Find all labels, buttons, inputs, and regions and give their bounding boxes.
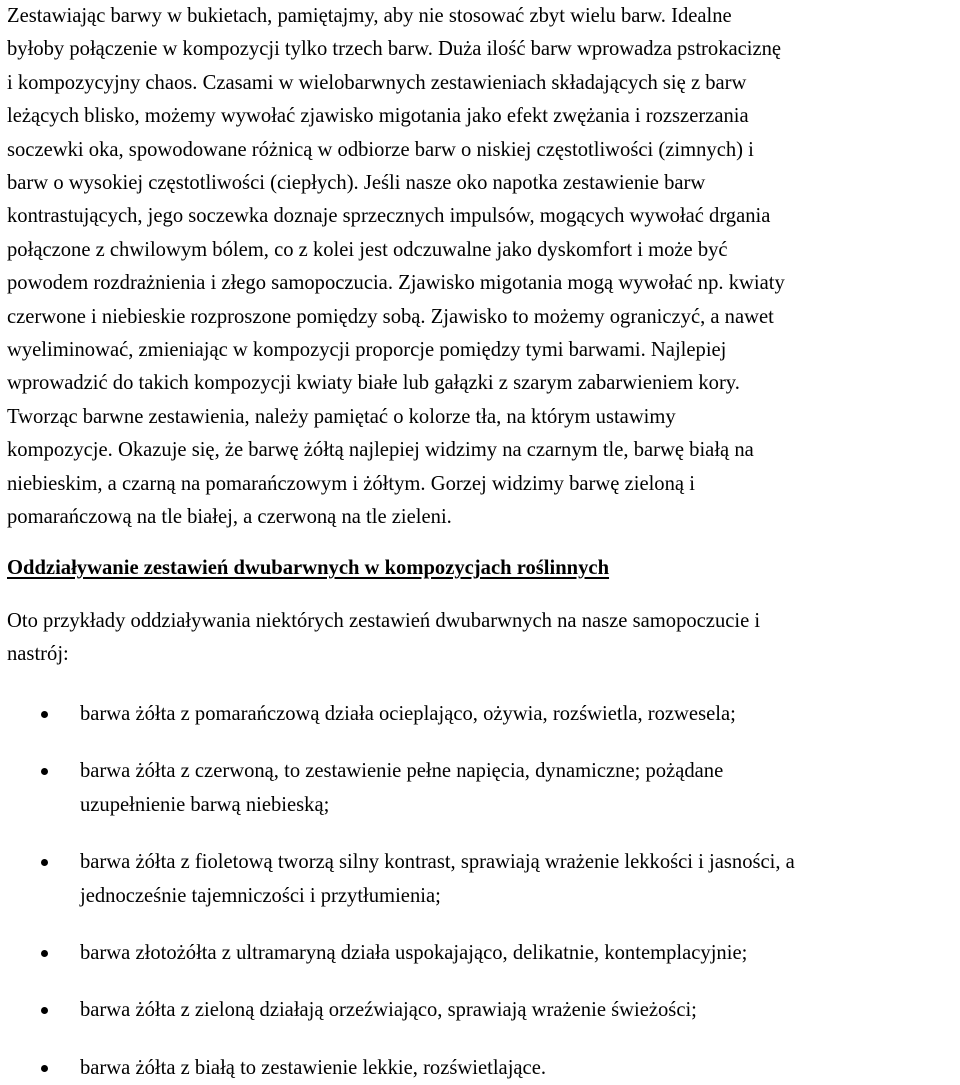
list-item-line: barwa żółta z pomarańczową działa ocieplająco, ożywia, rozświetla, rozwesela;	[80, 703, 736, 725]
list-item-line: barwa żółta z białą to zestawienie lekkie, rozświetlające.	[80, 1056, 546, 1079]
list-item	[7, 755, 957, 822]
body-line-4: leżących blisko, możemy wywołać zjawisko migotania jako efekt zwężania i rozszerzania	[7, 105, 749, 128]
body-line-15: niebieskim, a czarną na pomarańczowym i żółtym. Gorzej widzimy barwę zieloną i	[7, 472, 695, 495]
body-line-11: wyeliminować, zmieniając w kompozycji proporcje pomiędzy tymi barwami. Najlepiej	[7, 339, 727, 362]
list-item-line: jednocześnie tajemniczości i przytłumienia;	[80, 884, 441, 907]
bullet-icon	[41, 950, 48, 957]
body-line-8: połączone z chwilowym bólem, co z kolei jest odczuwalne jako dyskomfort i może być	[7, 238, 728, 261]
list-item-text	[80, 1052, 957, 1085]
bullet-icon	[41, 1065, 48, 1072]
body-line-3: i kompozycyjny chaos. Czasami w wielobarwnych zestawieniach składających się z barw	[7, 71, 747, 94]
list-item-line: barwa żółta z czerwoną, to zestawienie pełne napięcia, dynamiczne; pożądane	[80, 760, 724, 783]
list-item-line: barwa złotożółta z ultramaryną działa uspokajająco, delikatnie, kontemplacyjnie;	[80, 942, 748, 965]
list-item-text	[80, 755, 957, 822]
body-paragraph	[7, 0, 785, 535]
list-item	[7, 994, 957, 1027]
bullet-icon	[41, 711, 48, 718]
list-item	[7, 1052, 957, 1085]
list-item	[7, 698, 957, 731]
intro-line-1: Oto przykłady oddziaływania niektórych zestawień dwubarwnych na nasze samopoczucie i	[7, 610, 761, 632]
body-line-5: soczewki oka, spowodowane różnicą w odbiorze barw o niskiej częstotliwości (zimnych) i	[7, 138, 754, 161]
list-item-line: barwa żółta z fioletową tworzą silny kontrast, sprawiają wrażenie lekkości i jasności, a	[80, 851, 795, 874]
section-intro	[7, 605, 760, 672]
list-item-line: uzupełnienie barwą niebieską;	[80, 793, 330, 816]
section-heading: Oddziaływanie zestawień dwubarwnych w kompozycjach roślinnych	[7, 557, 610, 579]
bullet-icon	[41, 859, 48, 866]
body-line-12: wprowadzić do takich kompozycji kwiaty białe lub gałązki z szarym zabarwieniem kory.	[7, 372, 740, 395]
body-line-9: powodem rozdrażnienia i złego samopoczucia. Zjawisko migotania mogą wywołać np. kwiaty	[7, 272, 785, 295]
body-line-14: kompozycje. Okazuje się, że barwę żółtą najlepiej widzimy na czarnym tle, barwę białą na	[7, 439, 754, 462]
list-item-text	[80, 994, 957, 1027]
list-item-line: barwa żółta z zieloną działają orzeźwiająco, sprawiają wrażenie świeżości;	[80, 999, 697, 1022]
body-line-7: kontrastujących, jego soczewka doznaje sprzecznych impulsów, mogących wywołać drgania	[7, 205, 771, 228]
body-line-2: byłoby połączenie w kompozycji tylko trzech barw. Duża ilość barw wprowadza pstrokaciznę	[7, 38, 782, 61]
bullet-icon	[41, 1007, 48, 1014]
list-item	[7, 937, 957, 970]
intro-line-2: nastrój:	[7, 643, 69, 666]
body-line-1: Zestawiając barwy w bukietach, pamiętajmy, aby nie stosować zbyt wielu barw. Idealne	[7, 5, 732, 27]
body-line-13: Tworząc barwne zestawienia, należy pamiętać o kolorze tła, na którym ustawimy	[7, 405, 676, 428]
list-item-text	[80, 937, 957, 970]
list-item-text	[80, 846, 957, 913]
body-line-16: pomarańczową na tle białej, a czerwoną na tle zieleni.	[7, 506, 452, 529]
list-item-text	[80, 698, 957, 731]
list-item	[7, 846, 957, 913]
bullet-icon	[41, 768, 48, 775]
color-combination-list	[7, 698, 957, 1085]
body-line-10: czerwone i niebieskie rozproszone pomiędzy sobą. Zjawisko to możemy ograniczyć, a nawet	[7, 305, 774, 328]
body-line-6: barw o wysokiej częstotliwości (ciepłych). Jeśli nasze oko napotka zestawienie barw	[7, 172, 706, 195]
